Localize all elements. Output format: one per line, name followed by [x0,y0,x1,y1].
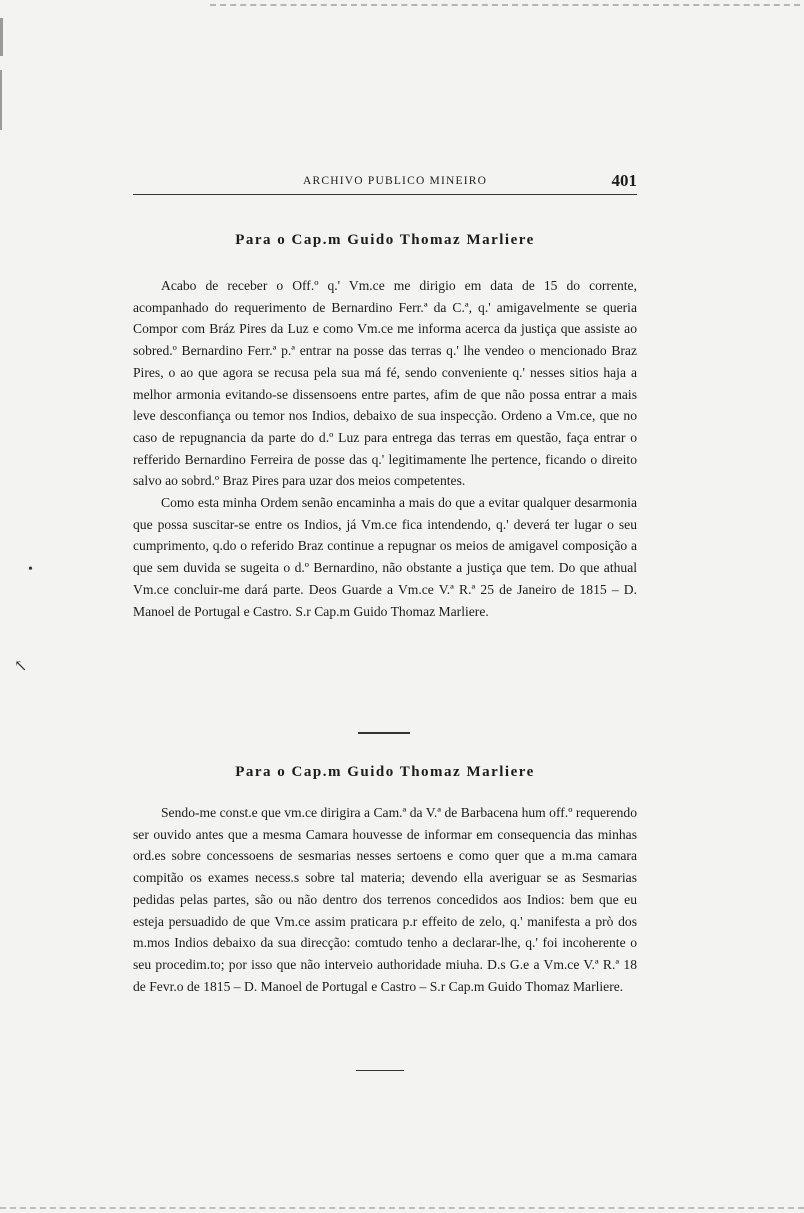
bottom-edge-rule [0,1207,804,1209]
running-head-title: ARCHIVO PUBLICO MINEIRO [303,175,488,187]
letter-body [133,275,637,622]
section-separator [358,732,410,734]
letter-paragraph: Acabo de receber o Off.º q.' Vm.ce me dirigio em data de 15 do corrente, acompanhado do requerimento de Bernardino Ferr.ª da C.ª, q.' amigavelmente se queria Compor com Bráz Pires da Luz e como Vm.ce me informa acerca da justiça que assiste ao sobred.º Bernardino Ferr.ª p.ª entrar na posse das terras q.' lhe vendeo o mencionado Braz Pires, o ao que agora se recusa pela sua má fé, sendo conveniente q.' nesses sitios haja a melhor armonia evitando-se dissensoens entre partes, afim de que não possa entrar a mais leve desconfiança ou temor nos Indios, debaixo de sua inspecção. Ordeno a Vm.ce, que no caso de repugnancia da parte do d.º Luz para entrega das terras em questão, faça entrar o refferido Bernardino Ferreira de posse das q.' legitimamente lhe pertence, ficando o direito salvo ao sobrd.º Braz Pires para uzar dos meios competentes. [133,278,637,489]
left-margin-mark [0,18,3,56]
top-edge-rule [210,4,800,6]
margin-dot: • [28,562,33,577]
running-head [133,171,637,192]
section-separator [356,1070,404,1071]
running-head-rule [133,194,637,195]
left-margin-mark [0,70,2,130]
letter-body [133,802,637,997]
letter-heading: Para o Cap.m Guido Thomaz Marliere [235,764,535,780]
letter-paragraph: Sendo-me const.e que vm.ce dirigira a Cam.ª da V.ª de Barbacena hum off.º requerendo ser ouvido antes que a mesma Camara houvesse de informar em consequencia das minhas ord.es sobre concessoens de sesmarias nesses sertoens e como quer que a m.ma camara compitão os exames necess.s sobre tal materia; devendo ella averiguar se as Sesmarias pedidas pelas partes, são ou não dentro dos terrenos concedidos aos Indios: bem que eu esteja persuadido de que Vm.ce assim praticara p.r effeito de zelo, q.' manifesta a prò dos m.mos Indios debaixo da sua direcção: comtudo tenho a declarar-lhe, q.' foi incoherente o seu procedim.to; por isso que não interveio authoridade miuha. D.s G.e a Vm.ce V.ª R.ª 18 de Fevr.o de 1815 – D. Manoel de Portugal e Castro – S.r Cap.m Guido Thomaz Marliere. [133,805,637,994]
letter-heading: Para o Cap.m Guido Thomaz Marliere [235,232,535,248]
margin-mark: ↖ [14,658,28,675]
page-number: 401 [611,171,637,190]
letter-paragraph: Como esta minha Ordem senão encaminha a mais do que a evitar qualquer desarmonia que possa suscitar-se entre os Indios, já Vm.ce fica intendendo, q.' deverá ter lugar o seu cumprimento, q.do o referido Braz continue a repugnar os meios de amigavel composição a que sem duvida se sugeita o d.º Bernardino, não obstante a justiça que tem. Do que athual Vm.ce concluir-me dará parte. Deos Guarde a Vm.ce V.ª R.ª 25 de Janeiro de 1815 – D. Manoel de Portugal e Castro. S.r Cap.m Guido Thomaz Marliere. [133,495,637,619]
